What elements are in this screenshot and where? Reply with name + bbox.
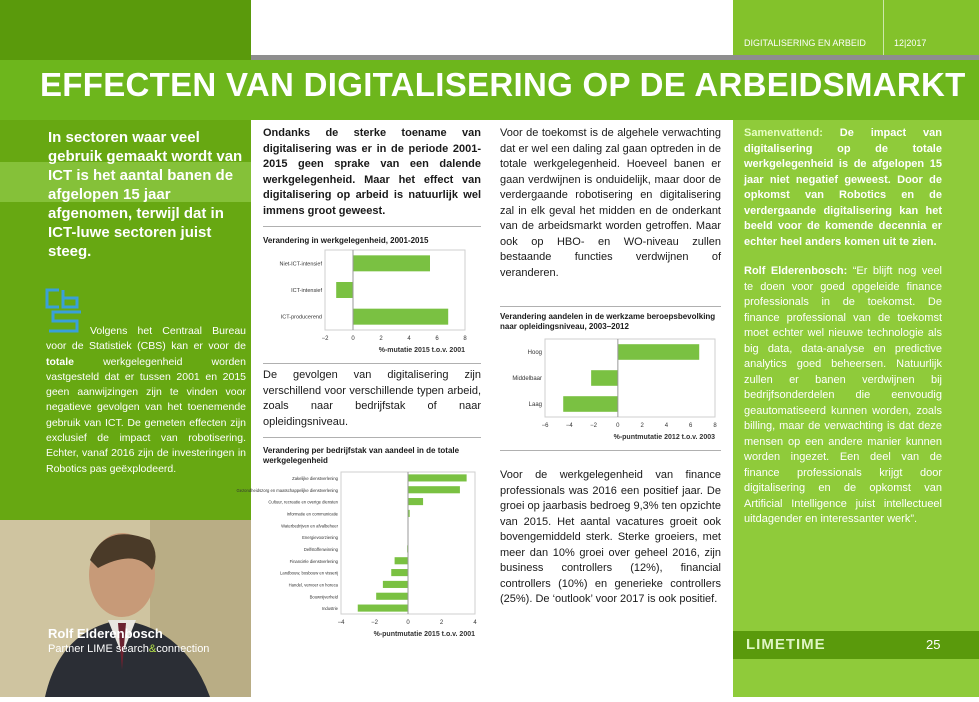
page-number: 25 [926, 637, 941, 652]
column-1 [263, 126, 481, 219]
header-separator [883, 0, 884, 55]
category-label: ICT-producerend [280, 314, 322, 321]
person-role-a: Partner LIME search [48, 643, 149, 655]
summary-text: De impact van digitalisering op de totale werkgelegenheid is de afgelopen 15 jaar niet negatief geweest. Door de opkomst van Robotics en de verdergaande digitalisering kan het beeld voor de komende decennia er echter heel anders komen uit te zien. [744, 127, 942, 248]
bar [336, 282, 353, 298]
chart1-top-rule [263, 226, 481, 227]
summary-label: Samenvattend: [744, 127, 823, 139]
bar [395, 557, 408, 564]
cbs-text-a: Volgens het Centraal Bureau voor de Statistiek (CBS) kan er voor de [46, 325, 246, 353]
category-label: Energievoorziening [302, 535, 338, 541]
sidebar-lead: In sectoren waar veel gebruik gemaakt wordt van ICT is het aantal banen de afgelopen 15 jaar afgenomen, terwijl dat in ICT-luwe sectoren juist steeg. [48, 129, 243, 260]
category-label: Laag [528, 402, 542, 408]
column1-mid: De gevolgen van digitalisering zijn verschillend voor verschillende typen arbeid, zoals naar bedrijfstak of naar opleidingsniveau. [263, 369, 481, 428]
tick-label: 0 [406, 620, 410, 626]
limetime-logo: LIMETIME [746, 636, 826, 653]
column2-p2: Voor de werkgelegenheid van finance professionals was 2016 een positief jaar. De groei op jaarbasis bedroeg 9,3% ten opzichte van 2015. Het aantal vacatures groeit ook bovengemiddeld sterk. Sterke groeiers, met meer dan 10% groei over geheel 2016, zijn business controllers (12%), financial controllers (10%) en generieke controllers (25%). De ‘outlook’ voor 2017 is ook positief. [500, 469, 721, 605]
cbs-text-bold: totale [46, 355, 75, 368]
category-label: Gezondheidszorg en maatschappelijke dienstverlening [236, 487, 338, 493]
chart2-top-rule [500, 306, 721, 307]
tick-label: 0 [351, 336, 355, 342]
chart3-svg [236, 470, 481, 640]
person-role [48, 643, 209, 655]
bar [376, 593, 408, 600]
category-label: ICT-intensief [291, 288, 322, 294]
right-header-block [733, 0, 979, 58]
chart3-top-rule [263, 437, 481, 438]
category-label: Delfstoffenwinning [303, 546, 338, 552]
portrait-photo [0, 520, 251, 697]
tick-label: 2 [439, 620, 444, 626]
category-label: Cultuur, recreatie en overige diensten [268, 499, 338, 505]
quote-label: Rolf Elderenbosch: [744, 265, 848, 277]
tick-label: 4 [473, 620, 477, 626]
chart2-svg [500, 337, 721, 441]
tick-label: 8 [713, 423, 717, 429]
tick-label: 2 [379, 336, 383, 342]
issue-date: 12|2017 [894, 38, 927, 48]
tick-label: −2 [590, 423, 597, 429]
category-label: Zakelijke dienstverlening [292, 475, 338, 481]
bar [353, 255, 430, 271]
quote-text: “Er blijft nog veel te doen voor goed opgeleide finance professionals in de toekomst. De finance professional van de toekomst moet echter wel nieuwe technologie als big data, data-analyse en predictive analytics goed beheersen. Natuurlijk zullen er banen verdwijnen bij bedrijfsonderdelen die eenvoudig geautomatiseerd kunnen worden, zoals billing, maar de verwachting is dat deze mensen op een andere manier kunnen worden ingezet. Een deel van de finance professionals krijgt door digitalisering en de opkomst van Artificial Intelligence juist intellectueel uitdagender en interessanter werk”. [744, 265, 943, 525]
bar [618, 344, 699, 360]
chart3-title: Verandering per bedrijfstak van aandeel in de totale werkgelegenheid [263, 446, 460, 465]
x-axis-label: %-mutatie 2015 t.o.v. 2001 [378, 347, 465, 354]
tick-label: −2 [371, 620, 378, 626]
chart1-bottom-rule [263, 363, 481, 364]
column2-p1: Voor de toekomst is de algehele verwachting dat er wel een daling zal gaan optreden in de totale werkgelegenheid. Hoeveel banen er gaan verdwijnen is onduidelijk, maar door de verdergaande robotisering en digitalisering zal in elk geval het midden en de onderkant van de arbeidsmarkt worden getroffen. Maar ook op HBO- en WO-niveau zullen bestaande functies verdwijnen of veranderen. [500, 127, 721, 279]
category-label: Niet-ICT-intensief [279, 261, 322, 268]
tick-label: −2 [321, 336, 329, 342]
bar [358, 605, 408, 612]
category-label: Industrie [321, 606, 338, 612]
person-name: Rolf Elderenbosch [48, 626, 163, 641]
category-label: Informatie en communicatie [286, 511, 338, 517]
section-label: DIGITALISERING EN ARBEID [744, 38, 866, 48]
tick-label: 0 [616, 423, 620, 429]
category-label: Hoog [527, 350, 542, 356]
portrait-illustration [0, 520, 251, 697]
bar [408, 498, 423, 505]
tick-label: 6 [689, 423, 693, 429]
bar [383, 581, 408, 588]
bar [563, 396, 618, 412]
tick-label: 4 [407, 336, 411, 342]
cbs-text-c: werkgelegenheid worden vastgesteld dat er tussen 2001 en 2015 geen aanwijzingen zijn te vinden voor negatieve gevolgen van het toenemende gebruik van ICT. De gemeten effecten zijn exclusief de impact van robotisering. Echter, vanaf 2016 zijn de investeringen in Robotics pas geëxplodeerd. [46, 355, 246, 475]
chart2-title: Verandering aandelen in de werkzame beroepsbevolking naar opleidingsniveau, 2003–2012 [500, 312, 716, 331]
tick-label: −6 [541, 423, 549, 429]
tick-label: 8 [463, 336, 467, 342]
chart1-svg [263, 248, 481, 360]
bar [391, 569, 408, 576]
column-3 [744, 126, 942, 542]
tick-label: 6 [435, 336, 439, 342]
tick-label: 2 [640, 423, 644, 429]
x-axis-label: %-puntmutatie 2012 t.o.v. 2003 [613, 434, 715, 441]
category-label: Waterbedrijven en afvalbeheer [281, 523, 338, 529]
category-label: Landbouw, bosbouw en visserij [280, 570, 338, 576]
chart2-bottom-rule [500, 450, 721, 451]
bar [591, 370, 618, 386]
page-title: EFFECTEN VAN DIGITALISERING OP DE ARBEIDSMARKT [40, 66, 966, 103]
tick-label: −4 [565, 423, 573, 429]
tick-label: −4 [337, 620, 345, 626]
cbs-paragraph [46, 324, 246, 477]
category-label: Middelbaar [512, 376, 542, 382]
category-label: Financiële dienstverlening [289, 558, 338, 564]
category-label: Handel, vervoer en horeca [288, 582, 338, 588]
chart1-title: Verandering in werkgelegenheid, 2001-2015 [263, 236, 429, 245]
person-role-b: connection [156, 643, 210, 655]
x-axis-label: %-puntmutatie 2015 t.o.v. 2001 [373, 631, 475, 638]
bar [408, 486, 460, 493]
bar [408, 474, 467, 481]
category-label: Bouwnijverheid [309, 594, 338, 600]
tick-label: 4 [664, 423, 669, 429]
person-role-amp: & [148, 643, 157, 655]
column1-intro: Ondanks de sterke toename van digitalisering was er in de periode 2001-2015 geen sprake van een dalende werkgelegenheid. Maar het effect van digitalisering op arbeid is natuurlijk wel immens groot geweest. [263, 127, 481, 217]
bar [353, 309, 448, 325]
